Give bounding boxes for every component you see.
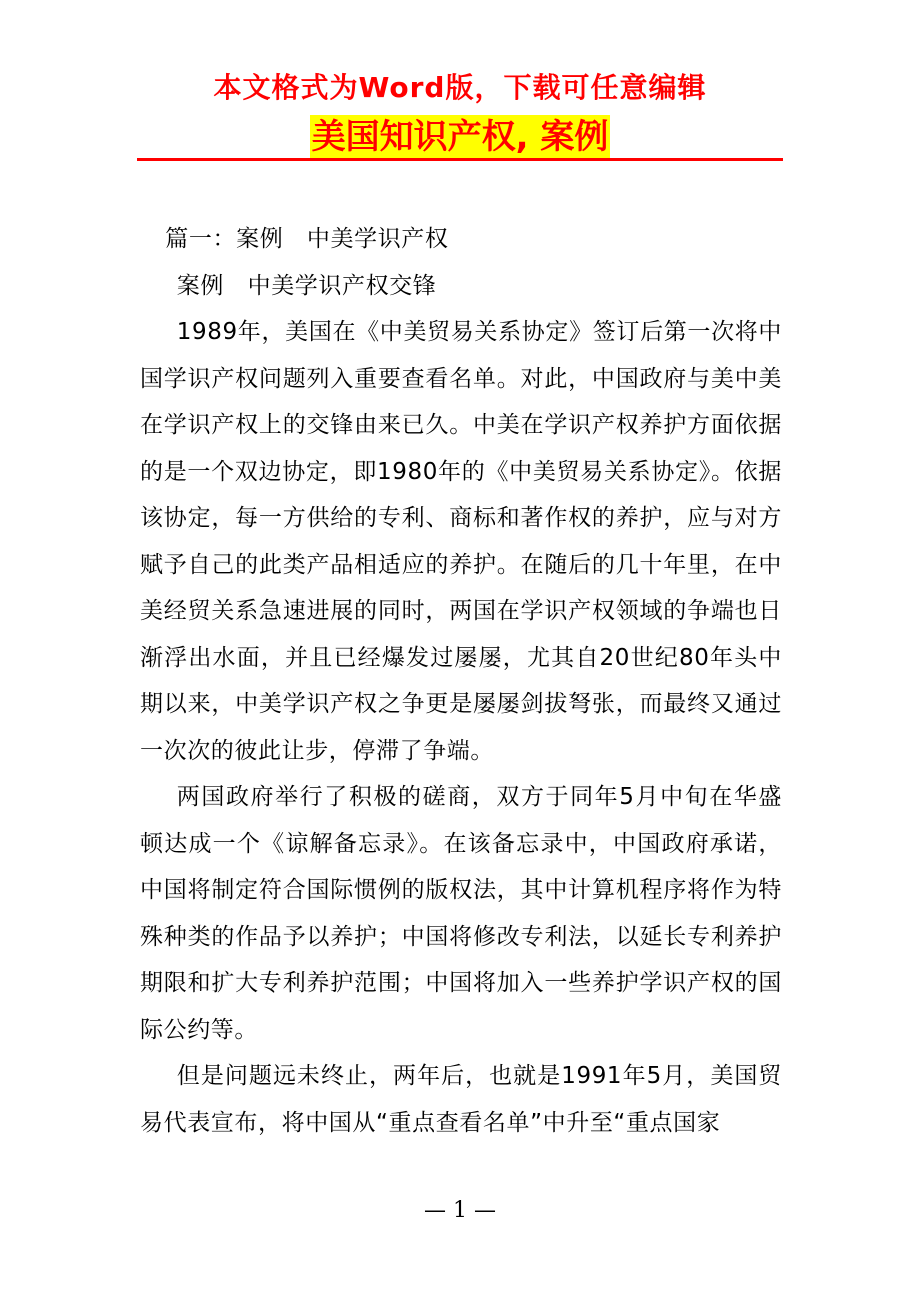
paragraph: 1989年，美国在《中美贸易关系协定》签订后第一次将中国学识产权问题列入重要查看名单。对此，中国政府与美中美在学识产权上的交锋由来已久。中美在学识产权养护方面依据的是一个双边协定，即1980年的《中美贸易关系协定》。依据该协定，每一方供给的专利、商标和著作权的养护，应与对方赋予自己的此类产品相适应的养护。在随后的几十年里，在中美经贸关系急速进展的同时，两国在学识产权领域的争端也日渐浮出水面，并且已经爆发过屡屡，尤其自20世纪80年头中期以来，中美学识产权之争更是屡屡剑拔弩张，而最终又通过一次次的彼此让步，停滞了争端。 — [140, 319, 782, 764]
paragraph: 两国政府举行了积极的磋商，双方于同年5月中旬在华盛顿达成一个《谅解备忘录》。在该备忘录中，中国政府承诺，中国将制定符合国际惯例的版权法，其中计算机程序将作为特殊种类的作品予以养护；中国将修改专利法，以延长专利养护期限和扩大专利养护范围；中国将加入一些养护学识产权的国际公约等。 — [140, 784, 782, 1043]
document-title: 美国知识产权, 案例 — [311, 117, 609, 157]
download-notice: 本文格式为Word版，下载可任意编辑 — [213, 71, 707, 104]
case-heading: 案例 中美学识产权交锋 — [176, 272, 437, 299]
page-number: — 1 — — [424, 1198, 496, 1223]
title-container — [0, 115, 920, 159]
section-heading: 篇一：案例 中美学识产权 — [165, 226, 449, 252]
paragraph: 但是问题远未终止，两年后，也就是1991年5月，美国贸易代表宣布，将中国从“重点查看名单”中升至“重点国家 — [140, 1063, 782, 1136]
document-body — [140, 216, 782, 1146]
header-divider — [137, 158, 783, 161]
